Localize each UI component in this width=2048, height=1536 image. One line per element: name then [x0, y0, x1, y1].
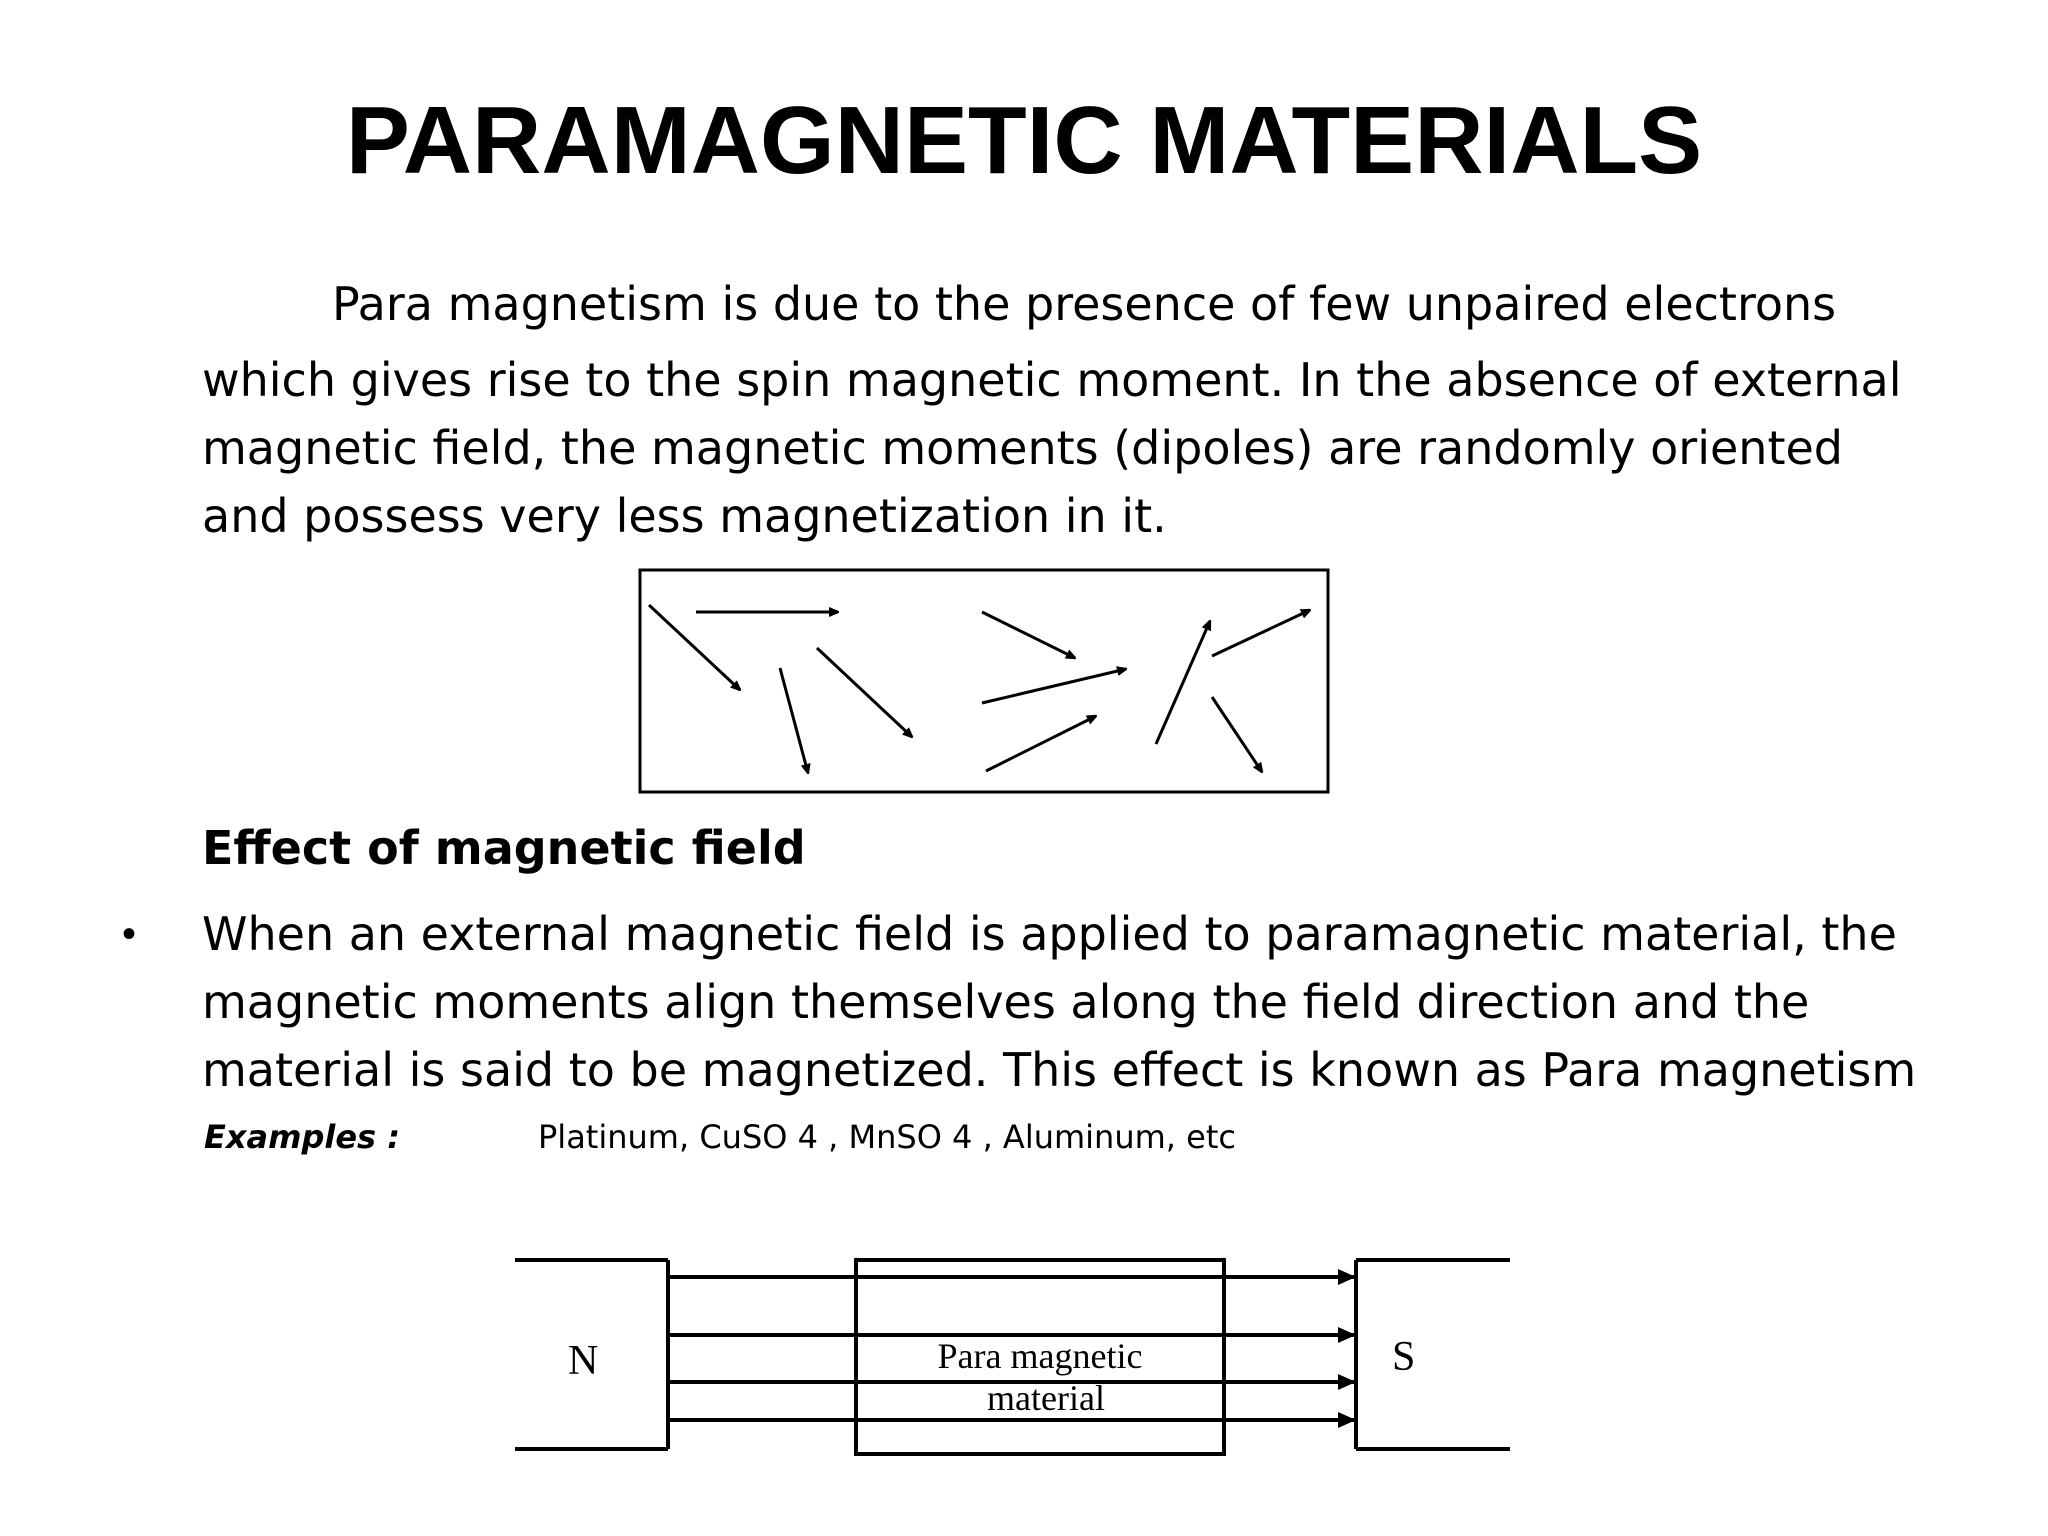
- examples-value: Platinum, CuSO 4 , MnSO 4 , Aluminum, etc: [538, 1118, 1236, 1156]
- intro-line: which gives rise to the spin magnetic moment. In the absence of external: [202, 353, 1902, 407]
- bullet-marker: •: [122, 912, 137, 956]
- bullet-line: magnetic moments align themselves along the field direction and the: [202, 975, 1810, 1029]
- intro-line: and possess very less magnetization in it.: [202, 489, 1167, 543]
- bullet-line: When an external magnetic field is applied to paramagnetic material, the: [202, 907, 1897, 961]
- slide-title: PARAMAGNETIC MATERIALS: [345, 87, 1703, 194]
- material-label-line1: Para magnetic: [937, 1336, 1143, 1376]
- material-label-line2: material: [987, 1378, 1105, 1418]
- south-label: S: [1392, 1334, 1416, 1380]
- examples-label: Examples :: [204, 1118, 400, 1156]
- section-heading: Effect of magnetic field: [202, 821, 806, 875]
- north-label: N: [568, 1338, 599, 1384]
- intro-line: Para magnetism is due to the presence of few unpaired electrons: [332, 277, 1837, 331]
- south-pole: [1356, 1260, 1510, 1449]
- intro-line: magnetic field, the magnetic moments (dipoles) are randomly oriented: [202, 421, 1843, 475]
- bullet-line: material is said to be magnetized. This effect is known as Para magnetism: [202, 1043, 1917, 1097]
